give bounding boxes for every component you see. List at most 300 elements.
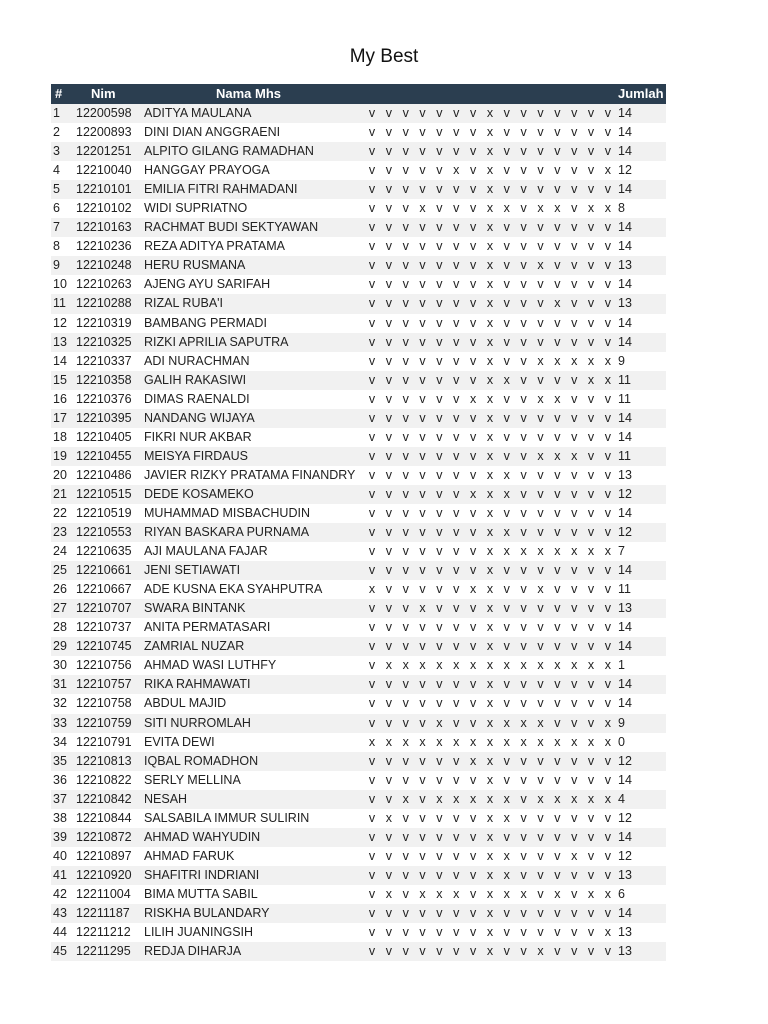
row-nim: 12210405: [76, 429, 132, 444]
row-mark: v: [368, 467, 376, 482]
table-row: [51, 523, 666, 542]
row-mark: v: [419, 163, 426, 178]
row-mark: v: [571, 696, 578, 711]
row-mark: v: [571, 925, 578, 940]
row-mark: v: [503, 410, 510, 425]
row-mark: v: [520, 563, 527, 578]
row-name: ABDUL MAJID: [144, 696, 227, 711]
row-mark: v: [368, 772, 376, 787]
row-mark: v: [453, 106, 460, 120]
row-mark: v: [453, 201, 460, 216]
row-total: 14: [618, 429, 632, 444]
row-mark: v: [587, 525, 595, 540]
row-mark: x: [587, 658, 595, 673]
row-mark: v: [453, 753, 460, 768]
row-nim: 12210376: [76, 391, 132, 406]
row-mark: v: [419, 334, 426, 349]
row-mark: v: [453, 125, 460, 140]
row-mark: v: [520, 620, 527, 635]
row-mark: v: [368, 848, 376, 863]
row-mark: v: [554, 163, 561, 178]
row-number: 43: [53, 905, 67, 920]
row-number: 9: [53, 258, 60, 273]
row-mark: v: [503, 448, 510, 463]
row-number: 32: [53, 696, 67, 711]
row-mark: v: [368, 391, 376, 406]
row-mark: v: [503, 353, 510, 368]
row-mark: v: [587, 829, 595, 844]
row-mark: v: [368, 925, 376, 940]
row-mark: v: [469, 867, 477, 882]
row-mark: v: [368, 315, 376, 330]
row-mark: v: [368, 163, 376, 178]
row-mark: v: [587, 277, 595, 292]
row-mark: v: [402, 525, 409, 540]
row-mark: v: [453, 334, 460, 349]
row-number: 27: [53, 601, 67, 616]
row-nim: 12210515: [76, 486, 132, 501]
table-row: [51, 485, 666, 504]
table-row: [51, 333, 666, 352]
row-mark: x: [486, 772, 494, 787]
row-mark: x: [419, 201, 426, 216]
row-mark: v: [604, 582, 612, 597]
row-mark: v: [402, 201, 409, 216]
row-mark: v: [520, 525, 527, 540]
row-mark: v: [469, 144, 477, 159]
row-mark: v: [368, 696, 376, 711]
row-mark: x: [436, 734, 443, 749]
row-mark: v: [368, 410, 376, 425]
row-mark: v: [554, 239, 561, 254]
row-mark: v: [571, 525, 578, 540]
table-row: [51, 828, 666, 847]
row-mark: x: [486, 372, 494, 387]
row-mark: v: [520, 372, 527, 387]
row-mark: v: [554, 829, 561, 844]
row-mark: v: [503, 925, 510, 940]
row-mark: v: [587, 410, 595, 425]
row-mark: v: [520, 144, 527, 159]
row-name: FIKRI NUR AKBAR: [144, 429, 252, 444]
student-table: [51, 84, 666, 961]
row-mark: v: [368, 334, 376, 349]
row-mark: x: [571, 658, 578, 673]
row-number: 37: [53, 791, 67, 806]
row-mark: v: [503, 677, 510, 692]
row-mark: v: [385, 829, 392, 844]
row-mark: v: [503, 258, 510, 273]
row-mark: v: [385, 563, 392, 578]
row-total: 1: [618, 658, 625, 673]
row-mark: v: [571, 715, 578, 730]
row-mark: v: [587, 867, 595, 882]
row-mark: x: [587, 791, 595, 806]
row-mark: v: [368, 144, 376, 159]
row-mark: v: [419, 715, 426, 730]
row-mark: x: [571, 353, 578, 368]
row-mark: v: [469, 696, 477, 711]
row-name: DEDE KOSAMEKO: [144, 486, 254, 501]
row-total: 14: [618, 620, 632, 635]
row-mark: v: [368, 886, 376, 901]
row-mark: v: [571, 296, 578, 311]
row-name: ANITA PERMATASARI: [144, 620, 271, 635]
row-mark: v: [587, 601, 595, 616]
column-header-number: #: [55, 86, 63, 101]
row-mark: x: [453, 658, 460, 673]
row-mark: x: [486, 296, 494, 311]
row-mark: x: [385, 886, 392, 901]
row-mark: x: [503, 372, 510, 387]
table-row: [51, 180, 666, 199]
row-mark: x: [520, 734, 527, 749]
row-mark: x: [486, 848, 494, 863]
table-row: [51, 580, 666, 599]
row-mark: v: [503, 505, 510, 520]
row-mark: v: [385, 448, 392, 463]
row-mark: x: [520, 658, 527, 673]
row-mark: x: [503, 715, 510, 730]
row-mark: x: [436, 658, 443, 673]
row-mark: x: [554, 658, 561, 673]
row-mark: v: [520, 677, 527, 692]
row-mark: v: [453, 810, 460, 825]
row-mark: v: [368, 944, 376, 959]
row-mark: v: [402, 696, 409, 711]
row-mark: x: [486, 467, 494, 482]
row-mark: v: [587, 125, 595, 140]
row-total: 14: [618, 315, 632, 330]
table-row: [51, 637, 666, 656]
row-mark: v: [436, 944, 443, 959]
row-mark: v: [385, 620, 392, 635]
row-mark: x: [604, 715, 612, 730]
row-mark: v: [469, 467, 477, 482]
row-mark: v: [419, 429, 426, 444]
row-mark: v: [385, 677, 392, 692]
row-mark: v: [571, 467, 578, 482]
row-mark: v: [385, 144, 392, 159]
row-mark: v: [368, 372, 376, 387]
row-mark: v: [537, 144, 544, 159]
row-mark: v: [385, 696, 392, 711]
row-mark: v: [571, 677, 578, 692]
row-mark: v: [453, 410, 460, 425]
row-mark: x: [486, 563, 494, 578]
row-mark: v: [604, 848, 612, 863]
row-mark: v: [520, 201, 527, 216]
row-mark: v: [469, 544, 477, 559]
row-mark: x: [486, 277, 494, 292]
row-mark: v: [571, 315, 578, 330]
row-mark: v: [554, 106, 561, 120]
row-mark: v: [436, 410, 443, 425]
row-mark: v: [520, 772, 527, 787]
row-mark: v: [503, 125, 510, 140]
table-row: [51, 599, 666, 618]
row-mark: v: [402, 372, 409, 387]
row-mark: v: [453, 505, 460, 520]
row-number: 30: [53, 658, 67, 673]
row-mark: x: [503, 525, 510, 540]
row-nim: 12210737: [76, 620, 132, 635]
row-mark: v: [368, 201, 376, 216]
row-mark: v: [571, 944, 578, 959]
row-mark: x: [486, 544, 494, 559]
row-mark: v: [537, 106, 544, 120]
row-mark: v: [402, 182, 409, 197]
row-mark: v: [537, 372, 544, 387]
row-mark: v: [503, 391, 510, 406]
row-mark: v: [402, 391, 409, 406]
row-mark: x: [571, 734, 578, 749]
row-nim: 12210759: [76, 715, 132, 730]
table-row: [51, 466, 666, 485]
row-mark: v: [554, 467, 561, 482]
row-mark: v: [402, 220, 409, 235]
row-mark: v: [385, 391, 392, 406]
row-mark: v: [385, 315, 392, 330]
table-row: [51, 352, 666, 371]
row-mark: v: [436, 220, 443, 235]
row-total: 9: [618, 715, 625, 730]
row-mark: x: [571, 791, 578, 806]
row-mark: v: [385, 772, 392, 787]
row-total: 14: [618, 563, 632, 578]
row-mark: v: [587, 448, 595, 463]
row-mark: v: [604, 944, 612, 959]
row-mark: v: [537, 696, 544, 711]
table-row: [51, 733, 666, 752]
row-mark: v: [469, 125, 477, 140]
row-mark: v: [385, 525, 392, 540]
row-mark: v: [419, 448, 426, 463]
row-mark: v: [402, 163, 409, 178]
row-mark: v: [571, 106, 578, 120]
row-nim: 12200598: [76, 106, 132, 120]
row-mark: x: [486, 734, 494, 749]
row-total: 14: [618, 696, 632, 711]
table-row: [51, 885, 666, 904]
table-row: [51, 218, 666, 237]
row-mark: v: [402, 429, 409, 444]
row-nim: 12210667: [76, 582, 132, 597]
row-mark: x: [503, 544, 510, 559]
row-mark: v: [537, 677, 544, 692]
row-mark: x: [554, 791, 561, 806]
row-name: SALSABILA IMMUR SULIRIN: [144, 810, 310, 825]
row-mark: v: [520, 391, 527, 406]
row-mark: v: [469, 925, 477, 940]
row-nim: 12210758: [76, 696, 132, 711]
row-mark: x: [486, 886, 494, 901]
row-mark: v: [537, 810, 544, 825]
row-mark: v: [453, 696, 460, 711]
row-mark: x: [436, 791, 443, 806]
row-mark: v: [554, 925, 561, 940]
row-mark: x: [537, 353, 544, 368]
row-name: RIKA RAHMAWATI: [144, 677, 251, 692]
row-mark: x: [486, 448, 494, 463]
row-mark: v: [537, 525, 544, 540]
row-mark: v: [587, 486, 595, 501]
row-mark: x: [503, 886, 510, 901]
row-name: ZAMRIAL NUZAR: [144, 639, 245, 654]
row-mark: v: [604, 905, 612, 920]
row-mark: x: [402, 791, 409, 806]
row-mark: x: [587, 734, 595, 749]
row-mark: x: [537, 544, 544, 559]
page-title: My Best: [349, 46, 419, 67]
row-mark: v: [503, 144, 510, 159]
row-total: 14: [618, 239, 632, 254]
row-mark: x: [419, 601, 426, 616]
row-mark: v: [520, 905, 527, 920]
row-mark: v: [503, 905, 510, 920]
row-mark: v: [368, 544, 376, 559]
row-mark: v: [537, 639, 544, 654]
row-mark: v: [368, 677, 376, 692]
row-mark: x: [486, 505, 494, 520]
row-total: 12: [618, 525, 632, 540]
row-mark: v: [537, 829, 544, 844]
row-number: 3: [53, 144, 60, 159]
row-mark: v: [554, 944, 561, 959]
row-mark: v: [520, 486, 527, 501]
row-name: RIZAL RUBA'I: [144, 296, 224, 311]
row-name: IQBAL ROMADHON: [144, 753, 259, 768]
row-mark: v: [469, 429, 477, 444]
row-name: HANGGAY PRAYOGA: [144, 163, 270, 178]
row-mark: v: [436, 810, 443, 825]
row-mark: v: [469, 448, 477, 463]
row-mark: x: [486, 829, 494, 844]
row-mark: x: [486, 715, 494, 730]
row-mark: v: [554, 505, 561, 520]
row-mark: v: [571, 772, 578, 787]
row-mark: x: [503, 867, 510, 882]
row-mark: x: [419, 658, 426, 673]
row-mark: v: [368, 601, 376, 616]
row-mark: v: [436, 505, 443, 520]
row-mark: v: [503, 277, 510, 292]
row-mark: v: [368, 106, 376, 120]
row-mark: x: [554, 353, 561, 368]
row-mark: x: [486, 639, 494, 654]
row-nim: 12210897: [76, 848, 132, 863]
row-mark: v: [571, 505, 578, 520]
row-mark: v: [419, 296, 426, 311]
row-mark: v: [453, 144, 460, 159]
row-mark: v: [604, 620, 612, 635]
row-mark: v: [587, 753, 595, 768]
row-total: 11: [618, 372, 631, 387]
row-mark: v: [419, 353, 426, 368]
row-mark: v: [453, 544, 460, 559]
row-total: 13: [618, 925, 632, 940]
row-mark: v: [385, 125, 392, 140]
row-mark: v: [385, 848, 392, 863]
row-mark: v: [436, 163, 443, 178]
row-mark: v: [453, 772, 460, 787]
row-mark: v: [571, 201, 578, 216]
row-mark: v: [520, 125, 527, 140]
row-mark: x: [537, 582, 544, 597]
row-number: 12: [53, 315, 67, 330]
row-mark: v: [402, 410, 409, 425]
row-mark: v: [469, 563, 477, 578]
row-number: 25: [53, 563, 67, 578]
row-mark: x: [486, 391, 494, 406]
table-row: [51, 142, 666, 161]
row-mark: v: [587, 296, 595, 311]
row-name: SERLY MELLINA: [144, 772, 241, 787]
row-nim: 12210325: [76, 334, 132, 349]
row-nim: 12210844: [76, 810, 132, 825]
row-mark: v: [419, 944, 426, 959]
row-mark: x: [469, 791, 477, 806]
row-mark: v: [469, 829, 477, 844]
row-total: 14: [618, 772, 632, 787]
row-name: DIMAS RAENALDI: [144, 391, 250, 406]
row-number: 45: [53, 944, 67, 959]
row-mark: v: [419, 544, 426, 559]
row-mark: v: [436, 315, 443, 330]
row-total: 8: [618, 201, 625, 216]
row-mark: v: [419, 182, 426, 197]
row-mark: x: [453, 163, 460, 178]
row-name: REDJA DIHARJA: [144, 944, 242, 959]
table-row: [51, 694, 666, 713]
row-mark: v: [537, 867, 544, 882]
row-nim: 12200893: [76, 125, 132, 140]
row-mark: x: [571, 544, 578, 559]
row-mark: v: [419, 525, 426, 540]
row-mark: x: [453, 734, 460, 749]
row-mark: v: [402, 334, 409, 349]
row-number: 24: [53, 544, 67, 559]
row-nim: 12210486: [76, 467, 132, 482]
row-mark: v: [419, 410, 426, 425]
row-nim: 12210248: [76, 258, 132, 273]
row-mark: v: [537, 886, 544, 901]
table-row: [51, 409, 666, 428]
row-mark: v: [453, 315, 460, 330]
row-mark: v: [368, 658, 376, 673]
row-mark: x: [554, 734, 561, 749]
row-mark: v: [402, 772, 409, 787]
row-mark: x: [486, 905, 494, 920]
row-nim: 12210263: [76, 277, 132, 292]
row-mark: x: [503, 658, 510, 673]
row-total: 13: [618, 944, 632, 959]
row-mark: v: [419, 372, 426, 387]
row-nim: 12210822: [76, 772, 132, 787]
row-mark: v: [419, 829, 426, 844]
row-mark: v: [469, 239, 477, 254]
row-mark: v: [436, 334, 443, 349]
row-mark: x: [436, 715, 443, 730]
row-mark: v: [537, 848, 544, 863]
row-mark: v: [453, 258, 460, 273]
row-mark: v: [385, 715, 392, 730]
row-mark: x: [537, 201, 544, 216]
row-mark: v: [453, 296, 460, 311]
row-mark: v: [587, 144, 595, 159]
row-mark: v: [385, 429, 392, 444]
row-mark: v: [520, 334, 527, 349]
